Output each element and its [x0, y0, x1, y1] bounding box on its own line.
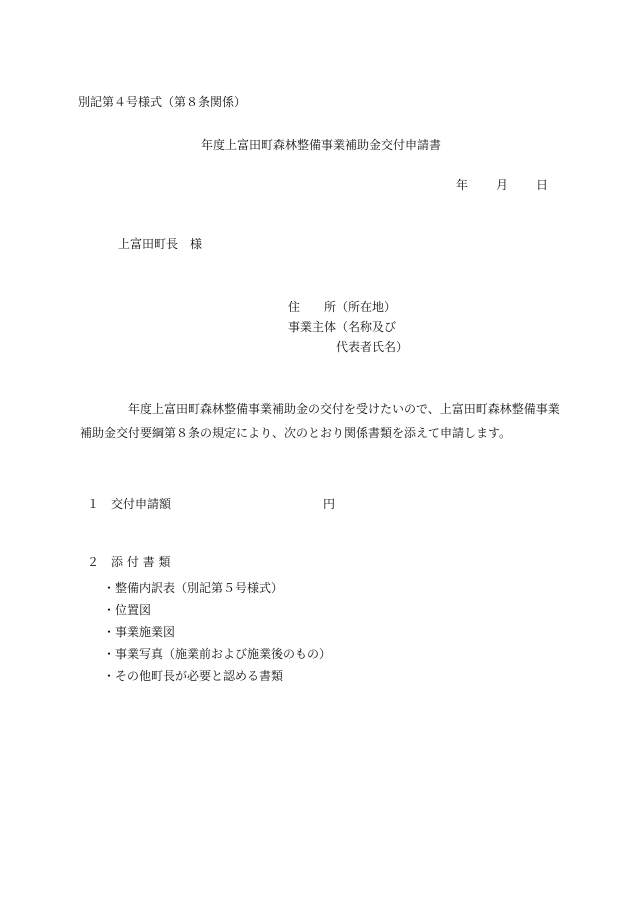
- statement-line-1: 年度上富田町森林整備事業補助金の交付を受けたいので、上富田町森林整備事業: [128, 402, 560, 416]
- list-item: ・位置図: [103, 603, 152, 617]
- requested-amount-label: １ 交付申請額: [87, 497, 172, 511]
- list-item: ・事業写真（施業前および施業後のもの）: [103, 647, 332, 661]
- representative-label: 代表者氏名）: [336, 340, 409, 354]
- date-month-label: 月: [495, 178, 508, 192]
- list-item: ・整備内訳表（別記第５号様式）: [103, 581, 284, 595]
- entity-label: 事業主体（名称及び: [288, 320, 397, 334]
- date-line: [456, 179, 548, 191]
- application-statement: [80, 397, 560, 445]
- attachments-heading: ２ 添 付 書 類: [87, 555, 171, 569]
- attachments-list: [103, 577, 331, 687]
- addressee: 上富田町長 様: [118, 237, 203, 251]
- date-year-label: 年: [455, 178, 468, 192]
- list-item: ・その他町長が必要と認める書類: [103, 669, 284, 683]
- document-title: 年度上富田町森林整備事業補助金交付申請書: [200, 138, 441, 152]
- applicant-block: [288, 297, 408, 357]
- date-day-label: 日: [535, 178, 548, 192]
- form-number: 別記第４号様式（第８条関係）: [78, 95, 247, 109]
- list-item: ・事業施業図: [103, 625, 176, 639]
- address-label: 住 所（所在地）: [288, 300, 397, 314]
- requested-amount-item: [87, 497, 336, 511]
- yen-unit: 円: [323, 497, 336, 511]
- statement-line-2: 補助金交付要綱第８条の規定により、次のとおり関係書類を添えて申請します。: [80, 426, 512, 440]
